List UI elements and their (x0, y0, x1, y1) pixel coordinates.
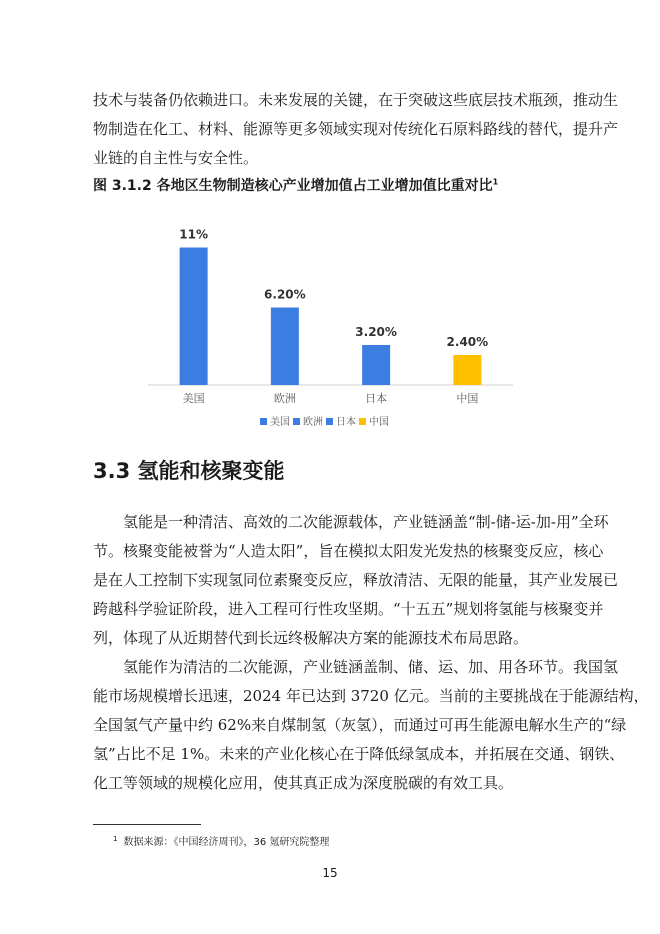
text-line: 列，体现了从近期替代到长远终极解决方案的能源技术布局思路。 (93, 629, 529, 647)
bar-3 (453, 355, 481, 385)
footnote-mark: 1 (113, 834, 118, 843)
text-line: 物制造在化工、材料、能源等更多领域实现对传统化石原料路线的替代，提升产 (93, 120, 619, 138)
legend-label-3: 中国 (369, 417, 389, 428)
data-label-0: 11% (179, 227, 208, 242)
category-label-1: 欧洲 (273, 392, 296, 405)
text-line: 氢能是一种清洁、高效的二次能源载体，产业链涵盖“制-储-运-加-用”全环 (123, 513, 609, 531)
footnote (113, 833, 329, 848)
section-heading: 3.3 氢能和核聚变能 (93, 459, 285, 483)
text-line: 全国氢气产量中约 62%来自煤制氢（灰氢），而通过可再生能源电解水生产的“绿 (93, 716, 627, 734)
text-line: 氢能作为清洁的二次能源，产业链涵盖制、储、运、加、用各环节。我国氢 (123, 658, 619, 676)
text-line: 是在人工控制下实现氢同位素聚变反应，释放清洁、无限的能量，其产业发展已 (93, 571, 619, 589)
data-label-1: 6.20% (264, 287, 306, 302)
text-line: 能市场规模增长迅速，2024 年已达到 3720 亿元。当前的主要挑战在于能源结构， (93, 687, 649, 705)
bar-chart (93, 215, 513, 440)
legend-swatch-0 (260, 418, 267, 425)
footnote-reference: 1 (492, 177, 499, 187)
footnote-text: 数据来源：《中国经济周刊》，36 氪研究院整理 (123, 837, 330, 848)
text-line: 业链的自主性与安全性。 (93, 149, 259, 167)
legend-swatch-1 (293, 418, 300, 425)
legend-swatch-2 (326, 418, 333, 425)
legend-label-0: 美国 (270, 417, 290, 428)
figure-caption-text: 图 3.1.2 各地区生物制造核心产业增加值占工业增加值比重对比 (93, 178, 493, 194)
figure-caption (93, 175, 498, 195)
legend-swatch-3 (359, 418, 366, 425)
hydrogen-fusion-paragraph (93, 508, 619, 653)
bar-1 (271, 308, 299, 386)
intro-paragraph (93, 86, 619, 173)
data-label-2: 3.20% (355, 325, 397, 339)
footnote-divider (93, 824, 201, 825)
text-line: 节。核聚变能被誉为“人造太阳”，旨在模拟太阳发光发热的核聚变反应，核心 (93, 542, 604, 560)
data-label-3: 2.40% (446, 335, 489, 349)
text-line: 技术与装备仍依赖进口。未来发展的关键，在于突破这些底层技术瓶颈，推动生 (93, 91, 619, 109)
page-number: 15 (322, 866, 338, 880)
text-line: 氢”占比不足 1%。未来的产业化核心在于降低绿氢成本，并拓展在交通、钢铁、 (93, 745, 625, 763)
hydrogen-market-paragraph (93, 653, 649, 798)
bar-2 (362, 345, 390, 385)
category-label-2: 日本 (365, 392, 388, 405)
text-line: 跨越科学验证阶段，进入工程可行性攻坚期。“十五五”规划将氢能与核聚变并 (93, 600, 604, 618)
category-label-0: 美国 (182, 392, 205, 405)
legend-label-2: 日本 (336, 417, 356, 428)
legend-label-1: 欧洲 (303, 417, 323, 428)
text-line: 化工等领域的规模化应用，使其真正成为深度脱碳的有效工具。 (93, 774, 514, 792)
bar-0 (180, 248, 208, 386)
category-label-3: 中国 (456, 392, 479, 405)
